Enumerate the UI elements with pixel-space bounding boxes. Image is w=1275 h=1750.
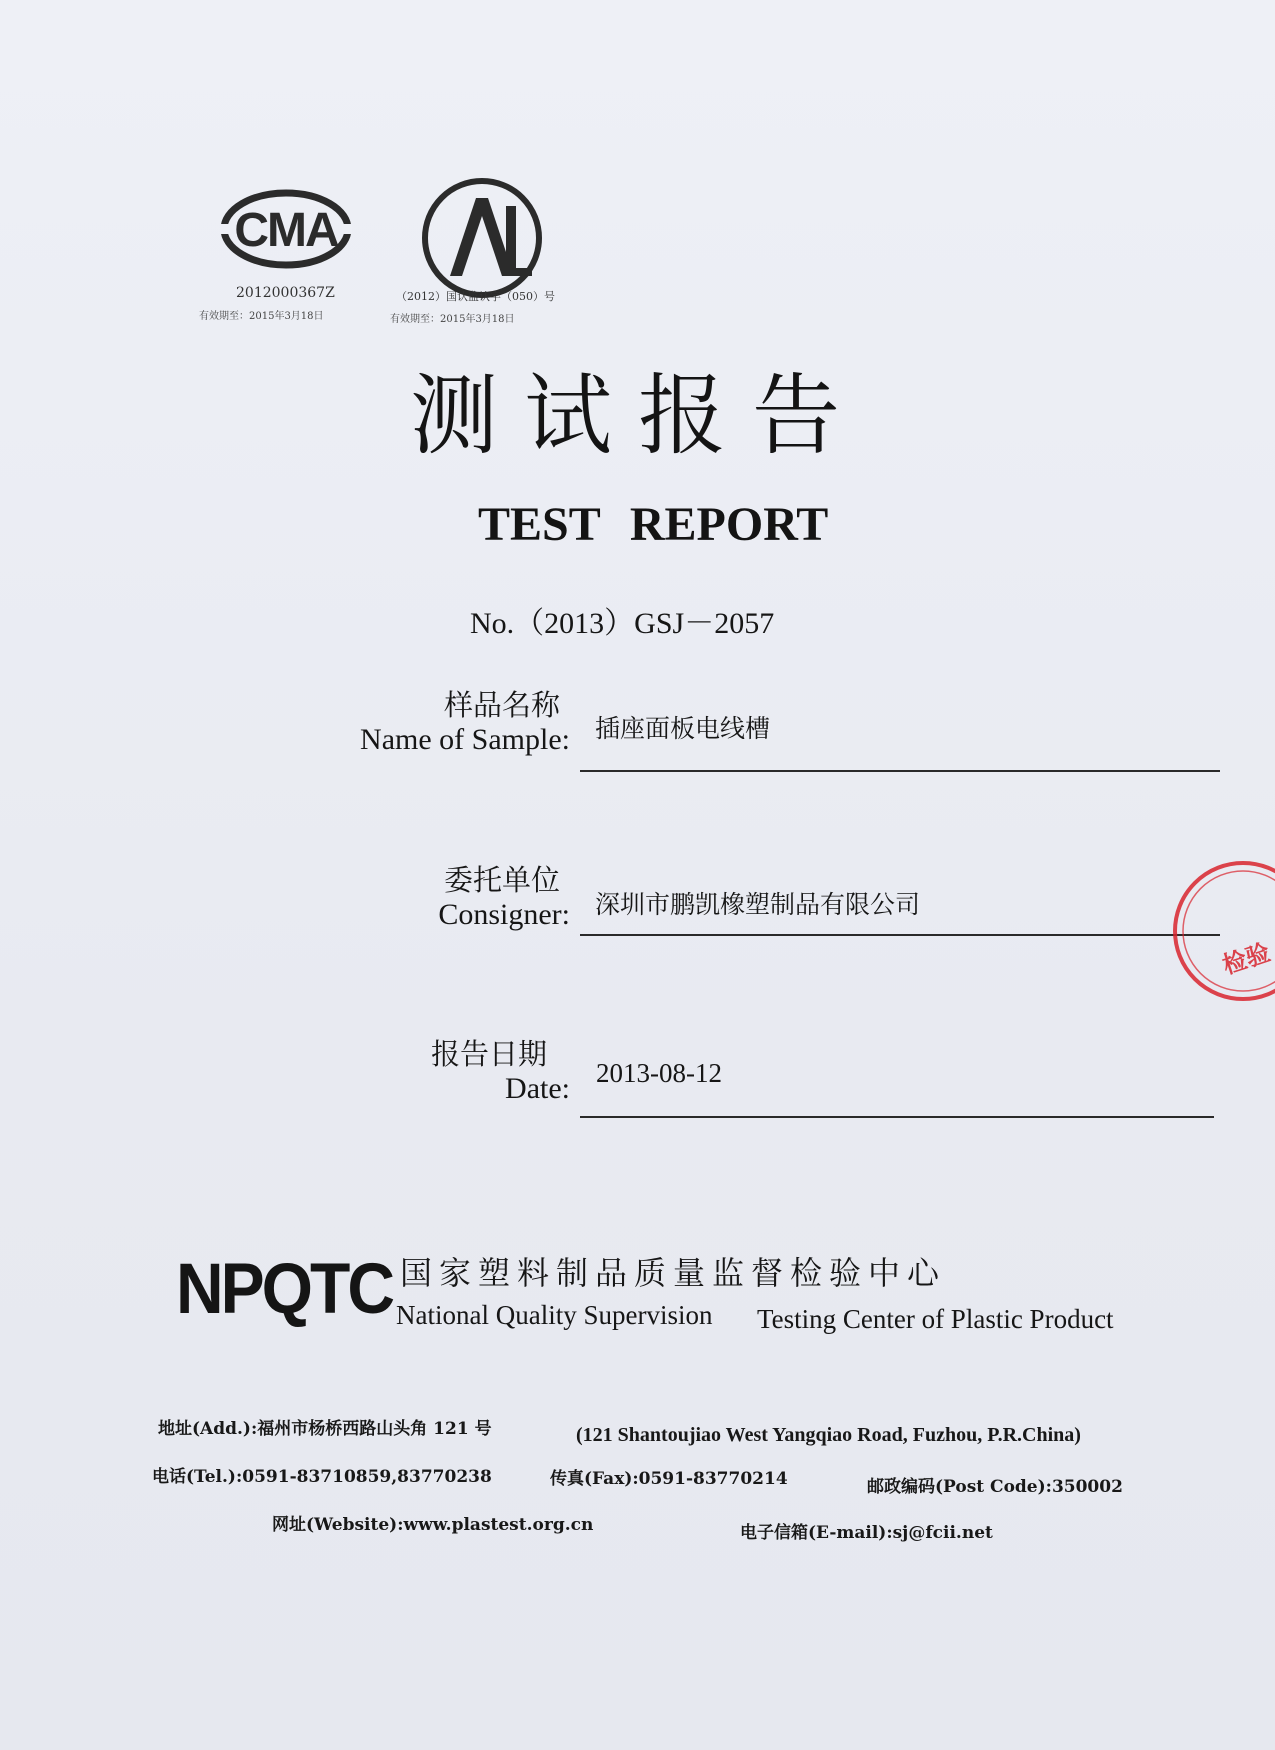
- organization-name-cn: 国家塑料制品质量监督检验中心: [400, 1254, 947, 1292]
- cal-validity: 有效期至：2015年3月18日: [390, 314, 515, 325]
- post-code: 邮政编码(Post Code):350002: [867, 1477, 1123, 1497]
- address-en: (121 Shantoujiao West Yangqiao Road, Fuzhou, P.R.China): [576, 1424, 1081, 1446]
- sample-underline: [580, 770, 1220, 772]
- consigner-label-cn: 委托单位: [444, 863, 561, 897]
- website: 网址(Website):www.plastest.org.cn: [272, 1515, 594, 1535]
- report-number: No.（2013）GSJ－2057: [470, 607, 775, 640]
- red-seal-stamp: [1168, 856, 1275, 1006]
- date-label-cn: 报告日期: [431, 1037, 548, 1071]
- sample-value: 插座面板电线槽: [595, 714, 771, 743]
- organization-name-en-2: Testing Center of Plastic Product: [757, 1304, 1114, 1334]
- cal-logo: [420, 176, 544, 300]
- address-cn: 地址(Add.):福州市杨桥西路山头角 121 号: [158, 1419, 492, 1439]
- fax: 传真(Fax):0591-83770214: [550, 1469, 788, 1489]
- consigner-label-en: Consigner:: [438, 898, 570, 931]
- telephone: 电话(Tel.):0591-83710859,83770238: [152, 1467, 492, 1487]
- cma-logo-text: CMA: [234, 204, 338, 257]
- sample-label-en: Name of Sample:: [360, 723, 570, 756]
- title-chinese: 测试报告: [410, 364, 867, 467]
- cma-validity: 有效期至：2015年3月18日: [199, 311, 324, 322]
- npqtc-logo: NPQTC: [176, 1248, 392, 1328]
- title-english: TEST REPORT: [478, 498, 829, 551]
- date-value: 2013-08-12: [596, 1058, 722, 1088]
- consigner-value: 深圳市鹏凯橡塑制品有限公司: [595, 890, 921, 919]
- date-underline: [580, 1116, 1214, 1118]
- cma-cert-number: 2012000367Z: [236, 285, 335, 301]
- cma-logo: [220, 188, 352, 270]
- organization-name-en-1: National Quality Supervision: [396, 1300, 713, 1330]
- date-label-en: Date:: [505, 1072, 570, 1105]
- email: 电子信箱(E-mail):sj@fcii.net: [740, 1523, 993, 1543]
- sample-label-cn: 样品名称: [444, 688, 561, 722]
- consigner-underline: [580, 934, 1220, 936]
- cal-cert-number: （2012）国认监认字（050）号: [396, 290, 555, 303]
- stamp-text: 检验: [1219, 938, 1274, 980]
